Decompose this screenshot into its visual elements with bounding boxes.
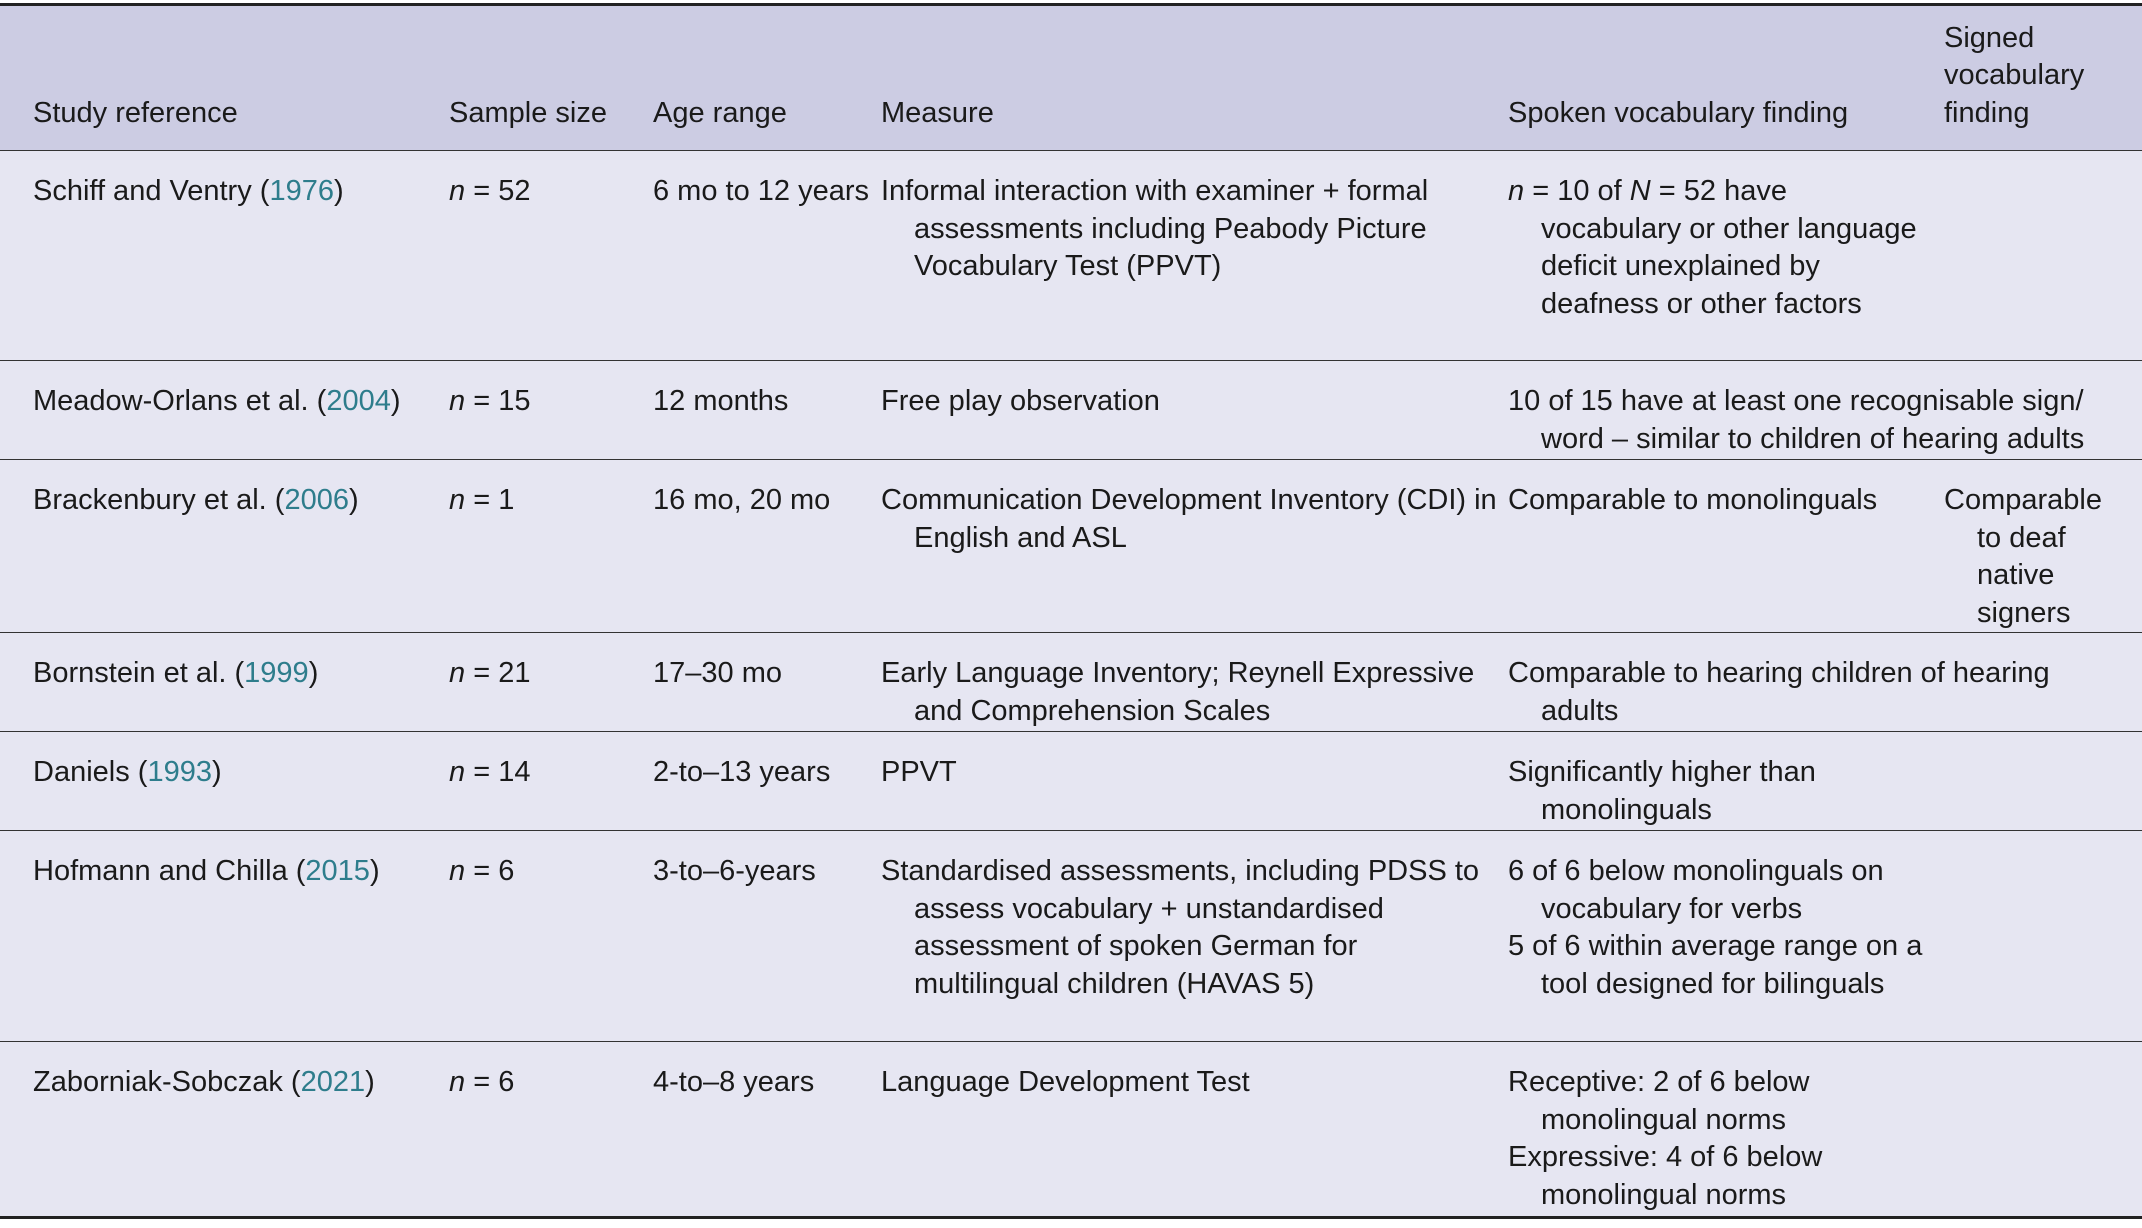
cell-study-reference: Meadow-Orlans et al. (2004) (0, 361, 449, 460)
spoken-text: 10 of 15 have at least one recognisable sign/ word – similar to children of hearing adults (1508, 385, 2085, 455)
table-body (0, 151, 2142, 1218)
cell-measure (881, 361, 1508, 460)
measure-text: Free play observation (881, 385, 1160, 417)
citation-year-link[interactable]: 1993 (147, 756, 212, 788)
n-symbol: n (449, 1066, 466, 1098)
cell-spoken-finding (1508, 831, 1944, 1042)
cell-sample-size (449, 831, 653, 1042)
n-equals: = (465, 385, 499, 417)
cell-measure (881, 1042, 1508, 1218)
measure-text: Language Development Test (881, 1066, 1250, 1098)
spoken-text (1508, 173, 1934, 323)
measure-text: Early Language Inventory; Reynell Expressive and Comprehension Scales (881, 657, 1475, 727)
cell-signed-finding (1944, 732, 2142, 831)
table-row (0, 831, 2142, 1042)
author: Meadow-Orlans et al. (33, 385, 309, 417)
n-symbol: n (449, 855, 466, 887)
age-text: 4-to–8 years (653, 1066, 815, 1098)
cell-sample-size (449, 460, 653, 633)
table-row (0, 151, 2142, 361)
cell-age-range (653, 1042, 881, 1218)
table-row (0, 732, 2142, 831)
table-row (0, 633, 2142, 732)
header-measure: Measure (881, 5, 1508, 151)
cell-study-reference: Bornstein et al. (1999) (0, 633, 449, 732)
cell-signed-finding (1944, 460, 2142, 633)
n-value: 21 (498, 657, 531, 689)
table-row (0, 361, 2142, 460)
cell-age-range (653, 732, 881, 831)
vocabulary-studies-table (0, 3, 2142, 1219)
author: Bornstein et al. (33, 657, 227, 689)
spoken-part: = 52 have vocabulary or other language deficit unexplained by deafness or other factors (1541, 175, 1917, 320)
n-value: 15 (498, 385, 531, 417)
spoken-text-line1: Receptive: 2 of 6 below monolingual norms (1508, 1066, 1810, 1136)
cell-measure (881, 460, 1508, 633)
measure-text: Communication Development Inventory (CDI) in English and ASL (881, 484, 1497, 554)
cell-age-range (653, 361, 881, 460)
age-text: 12 months (653, 385, 789, 417)
cell-measure (881, 151, 1508, 361)
header-age-range: Age range (653, 5, 881, 151)
cell-sample-size (449, 732, 653, 831)
cell-sample-size (449, 1042, 653, 1218)
cell-signed-finding (1944, 151, 2142, 361)
age-text: 3-to–6-years (653, 855, 816, 887)
author: Schiff and Ventry (33, 175, 252, 207)
spoken-text-line2: Expressive: 4 of 6 below monolingual norms (1508, 1141, 1823, 1211)
age-text: 17–30 mo (653, 657, 782, 689)
n-symbol: n (449, 484, 466, 516)
age-text: 6 mo to 12 years (653, 175, 869, 207)
measure-text: Informal interaction with examiner + formal assessments including Peabody Picture Vocabulary Test (PPVT) (881, 175, 1429, 282)
citation-year-link[interactable]: 1999 (244, 657, 309, 689)
table-header (0, 5, 2142, 151)
cell-spoken-finding (1508, 151, 1944, 361)
n-symbol: n (449, 385, 466, 417)
n-symbol: n (449, 756, 466, 788)
cell-spoken-finding (1508, 1042, 1944, 1218)
cell-measure (881, 732, 1508, 831)
n-equals: = (465, 756, 499, 788)
n-value: 52 (498, 175, 531, 207)
citation-year-link[interactable]: 1976 (269, 175, 334, 207)
cell-spoken-signed-finding (1508, 361, 2142, 460)
n-equals: = (465, 484, 499, 516)
cell-age-range (653, 151, 881, 361)
n-symbol: n (449, 657, 466, 689)
cell-spoken-finding (1508, 732, 1944, 831)
cell-age-range (653, 831, 881, 1042)
cell-study-reference: Schiff and Ventry (1976) (0, 151, 449, 361)
header-spoken-finding: Spoken vocabulary finding (1508, 5, 1944, 151)
n-equals: = (465, 657, 499, 689)
table-row (0, 460, 2142, 633)
measure-text: PPVT (881, 756, 957, 788)
n-value: 1 (498, 484, 515, 516)
spoken-text: Comparable to hearing children of hearing adults (1508, 657, 2050, 727)
citation-year-link[interactable]: 2021 (300, 1066, 366, 1098)
n-equals: = (465, 175, 499, 207)
citation-year-link[interactable]: 2015 (305, 855, 370, 887)
measure-text: Standardised assessments, including PDSS to assess vocabulary + unstandardised assessment of spoken German for multilingual children (HAVAS 5) (881, 855, 1480, 1000)
cell-study-reference: Hofmann and Chilla (2015) (0, 831, 449, 1042)
n-symbol: n (449, 175, 466, 207)
author: Brackenbury et al. (33, 484, 267, 516)
cell-spoken-finding (1508, 460, 1944, 633)
cell-signed-finding (1944, 1042, 2142, 1218)
header-sample-size: Sample size (449, 5, 653, 151)
author: Hofmann and Chilla (33, 855, 288, 887)
cell-sample-size (449, 361, 653, 460)
cell-spoken-signed-finding (1508, 633, 2142, 732)
age-text: 16 mo, 20 mo (653, 484, 831, 516)
age-text: 2-to–13 years (653, 756, 831, 788)
cell-study-reference: Zaborniak-Sobczak (2021) (33, 1066, 375, 1098)
spoken-text-line1: 6 of 6 below monolinguals on vocabulary for verbs (1508, 855, 1884, 925)
spoken-text-line2: 5 of 6 within average range on a tool designed for bilinguals (1508, 930, 1923, 1000)
cell-study-reference: Brackenbury et al. (2006) (0, 460, 449, 633)
cell-signed-finding (1944, 831, 2142, 1042)
cell-study-reference: Daniels (1993) (0, 732, 449, 831)
n-symbol: n (1508, 175, 1525, 207)
author: Zaborniak-Sobczak (33, 1066, 283, 1098)
cell-measure (881, 831, 1508, 1042)
citation-year-link[interactable]: 2004 (326, 385, 391, 417)
signed-text: Comparable to deaf native signers (1944, 484, 2102, 629)
header-signed-finding: Signed vocabulary finding (1944, 5, 2142, 151)
table-row (0, 1042, 2142, 1218)
n-value: 6 (498, 1066, 515, 1098)
citation-year-link[interactable]: 2006 (284, 484, 349, 516)
spoken-text: Significantly higher than monolinguals (1508, 756, 1816, 826)
spoken-part: = 10 of (1524, 175, 1630, 207)
header-study-reference: Study reference (0, 5, 449, 151)
cell-age-range (653, 460, 881, 633)
n-equals: = (465, 855, 499, 887)
n-value: 14 (498, 756, 531, 788)
big-n-symbol: N (1629, 175, 1651, 207)
author: Daniels (33, 756, 130, 788)
n-value: 6 (498, 855, 515, 887)
n-equals: = (465, 1066, 499, 1098)
spoken-text: Comparable to monolinguals (1508, 484, 1878, 516)
cell-sample-size (449, 633, 653, 732)
cell-age-range (653, 633, 881, 732)
cell-sample-size (449, 151, 653, 361)
header-row (0, 5, 2142, 151)
cell-measure (881, 633, 1508, 732)
